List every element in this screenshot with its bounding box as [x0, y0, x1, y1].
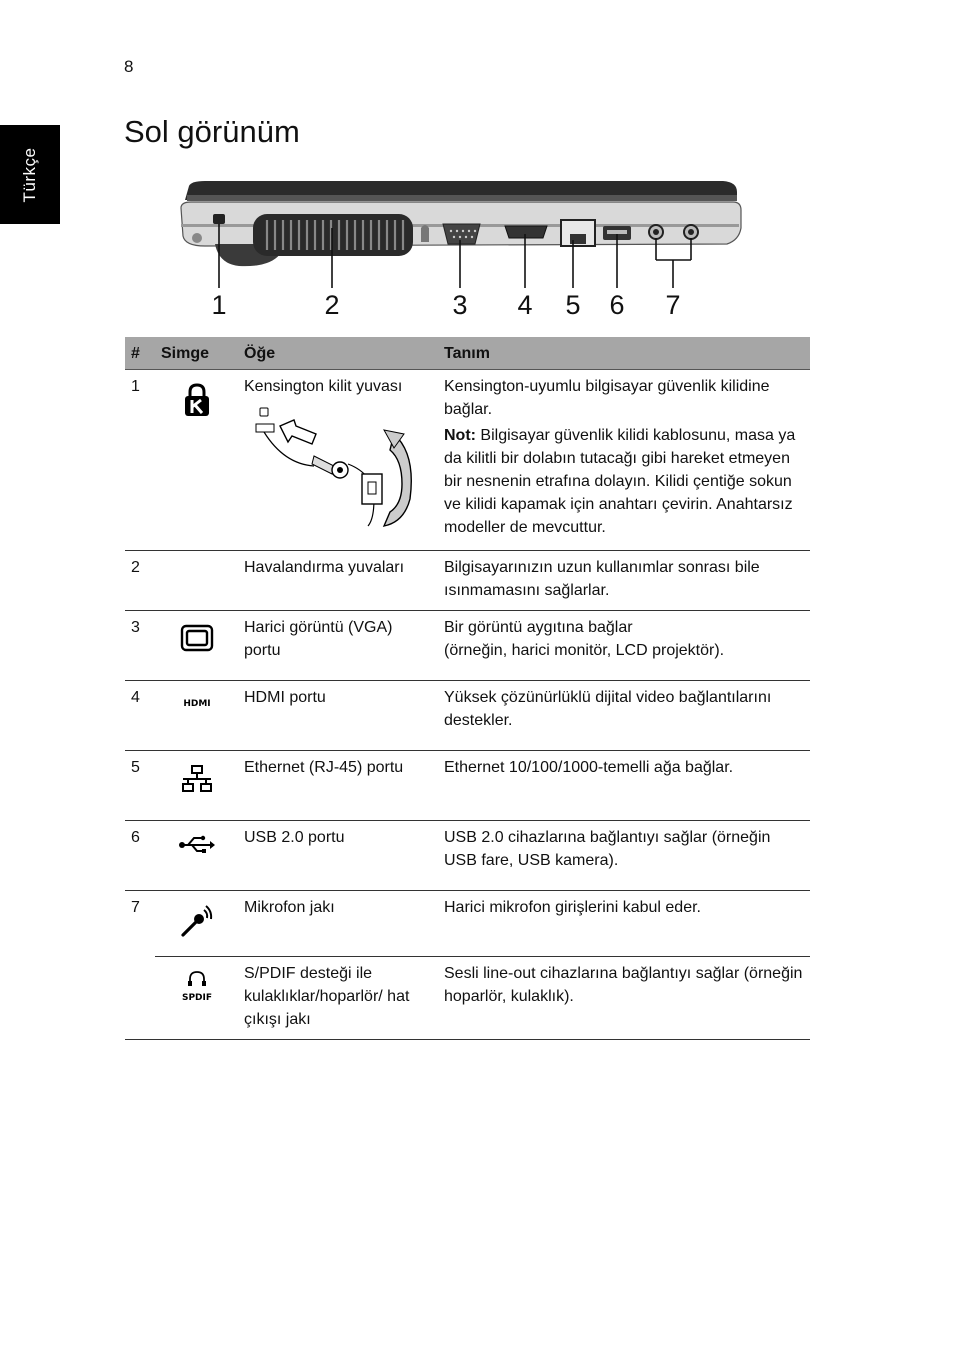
- row-note: [444, 424, 804, 539]
- table-row: [125, 681, 810, 751]
- table-row: [125, 957, 810, 1040]
- table-row: [125, 370, 810, 551]
- row-number: 5: [125, 751, 155, 821]
- laptop-left-side-figure: [175, 178, 745, 323]
- row-number: [125, 957, 155, 1040]
- header-item: Öğe: [238, 337, 438, 370]
- row-description: Ethernet 10/100/1000-temelli ağa bağlar.: [438, 751, 810, 821]
- row-item-label: HDMI portu: [238, 681, 438, 751]
- row-number: 1: [125, 370, 155, 551]
- row-number: 3: [125, 611, 155, 681]
- mic-jack-hole: [653, 229, 659, 235]
- table-row: [125, 821, 810, 891]
- row-number: 6: [125, 821, 155, 891]
- row-number: 4: [125, 681, 155, 751]
- row-item-label: Kensington kilit yuvası: [244, 378, 403, 395]
- row-number: 2: [125, 551, 155, 611]
- table-row: [125, 891, 810, 957]
- row-description: Yüksek çözünürlüklü dijital video bağlantılarını destekler.: [438, 681, 810, 751]
- vga-port-shape: [443, 224, 480, 244]
- header-desc: Tanım: [438, 337, 810, 370]
- kensington-lock-icon: [184, 383, 210, 417]
- row-description-line2: (örneğin, harici monitör, LCD projektör).: [444, 642, 725, 659]
- row-description-line1: Bir görüntü aygıtına bağlar: [444, 619, 633, 636]
- vent-area-shape: [253, 214, 413, 256]
- header-num: #: [125, 337, 155, 370]
- vga-screw-shape: [421, 225, 429, 242]
- row-icon-empty: [155, 551, 238, 611]
- hdmi-icon: [177, 694, 217, 710]
- hdmi-port-shape: [505, 226, 547, 238]
- vga-icon: [180, 624, 214, 652]
- kensington-slot-shape: [213, 214, 225, 224]
- row-item-label: Mikrofon jakı: [238, 891, 438, 957]
- lock-cable-illustration-icon: [244, 404, 424, 529]
- callout-3: 3: [452, 290, 468, 320]
- ethernet-icon: [180, 764, 214, 794]
- usb-port-tongue: [607, 230, 627, 234]
- row-description: Harici mikrofon girişlerini kabul eder.: [438, 891, 810, 957]
- usb-icon: [178, 834, 216, 854]
- svg-text:SPDIF: SPDIF: [181, 993, 212, 1003]
- row-description: Kensington-uyumlu bilgisayar güvenlik kilidine bağlar.: [444, 378, 770, 418]
- microphone-icon: [180, 904, 214, 938]
- row-item-label: Ethernet (RJ-45) portu: [238, 751, 438, 821]
- ports-table: [125, 337, 810, 1040]
- table-row: [125, 611, 810, 681]
- page-title: Sol görünüm: [124, 114, 300, 149]
- row-description: Sesli line-out cihazlarına bağlantıyı sağlar (örneğin hoparlör, kulaklık).: [438, 957, 810, 1040]
- table-row: [125, 551, 810, 611]
- table-header-row: [125, 337, 810, 370]
- callout-4: 4: [517, 290, 533, 320]
- row-item-label: Harici görüntü (VGA) portu: [238, 611, 438, 681]
- row-item-label: Havalandırma yuvaları: [238, 551, 438, 611]
- callout-1: 1: [211, 290, 227, 320]
- callout-6: 6: [609, 290, 625, 320]
- spdif-jack-hole: [688, 229, 694, 235]
- svg-text:HDMI: HDMI: [182, 699, 211, 709]
- callout-5: 5: [565, 290, 581, 320]
- callout-2: 2: [324, 290, 340, 320]
- spdif-headphone-icon: [177, 970, 217, 1004]
- header-icon: Simge: [155, 337, 238, 370]
- row-item-label: S/PDIF desteği ile kulaklıklar/hoparlör/ hat çıkışı jakı: [238, 957, 438, 1040]
- row-description: Bilgisayarınızın uzun kullanımlar sonrası bile ısınmamasını sağlarlar.: [438, 551, 810, 611]
- language-tab: [0, 125, 60, 224]
- page-number: 8: [124, 57, 134, 76]
- note-label: Not:: [444, 427, 476, 444]
- row-description: USB 2.0 cihazlarına bağlantıyı sağlar (örneğin USB fare, USB kamera).: [438, 821, 810, 891]
- rear-foot-shape: [192, 233, 202, 243]
- note-text: Bilgisayar güvenlik kilidi kablosunu, masa ya da kilitli bir dolabın tutacağı gibi hareket etmeyen bir nesnenin etrafına dolayın. Kilidi çentiğe sokun ve kilidi kapamak için anahtarı çevirin. Anahtarsız modeller de mevcuttur.: [444, 427, 796, 536]
- row-number: 7: [131, 899, 140, 916]
- callout-7: 7: [665, 290, 681, 320]
- laptop-lid-edge: [187, 195, 737, 201]
- language-tab-label: Türkçe: [20, 147, 39, 202]
- row-item-label: USB 2.0 portu: [238, 821, 438, 891]
- table-row: [125, 751, 810, 821]
